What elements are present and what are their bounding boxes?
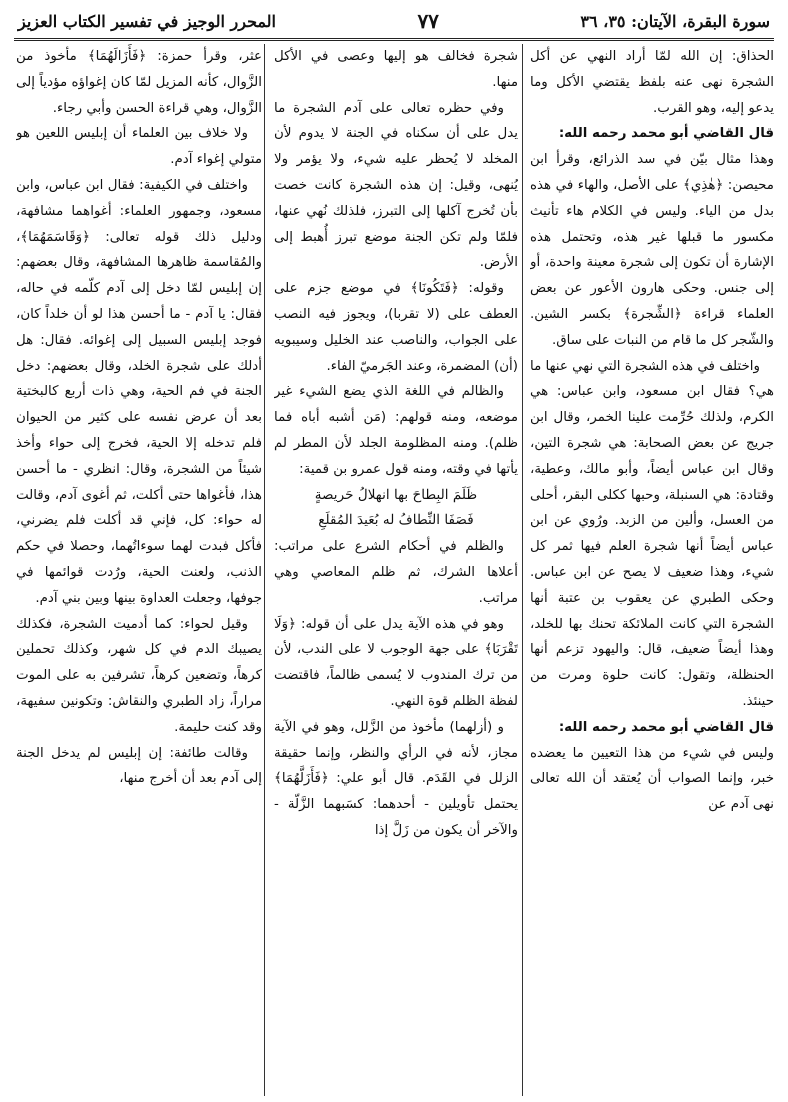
column-left xyxy=(16,44,262,1096)
paragraph: الحذاق: إن الله لمّا أراد النهي عن أكل الشجرة نهى عنه بلفظ يقتضي الأكل وما يدعو إليه، وهو القرب. xyxy=(530,49,774,116)
paragraph: وهو في هذه الآية يدل على أن قوله: ﴿وَلَا تَقْرَبَا﴾ على جهة الوجوب لا على الندب، لأن من ترك المندوب لا يُسمى ظالماً، فاقتضت لفظة الظلم قوة النهي. xyxy=(274,616,518,709)
paragraph: وقوله: ﴿فَتَكُونَا﴾ في موضع جزم على العطف على (لا تقربا)، ويجوز فيه النصب على الجواب، والناصب عند الخليل وسيبويه (أن) المضمرة، وعند الجَرميّ الفاء. xyxy=(274,281,518,374)
paragraph: ولا خلاف بين العلماء أن إبليس اللعين هو متولي إغواء آدم. xyxy=(16,126,262,168)
paragraph: و (أزلهما) مأخوذ من الزَّلل، وهو في الآية مجاز، لأنه في الرأي والنظر، وإنما حقيقة الزلل في القَدَم. قال أبو علي: ﴿فَأَزَلَّهُمَا﴾ يحتمل تأويلين - أحدهما: كسَبهما الزَّلّة - والآخر أن يكون من زَلَّ إذا xyxy=(274,719,518,838)
paragraph: وليس في شيء من هذا التعيين ما يعضده خبر، وإنما الصواب أن يُعتقد أن الله تعالى نهى آدم عن xyxy=(530,745,774,813)
qadi-heading: قال القاضي أبو محمد رحمه الله: xyxy=(558,126,774,142)
paragraph: والظلم في أحكام الشرع على مراتب: أعلاها الشرك، ثم ظلم المعاصي وهي مراتب. xyxy=(274,539,518,606)
paragraph: واختلف في هذه الشجرة التي نهي عنها ما هي؟ فقال ابن مسعود، وابن عباس: هي الكرم، ولذلك حُرِّمت علينا الخمر، وقال ابن جريج عن بعض الصحابة: هي شجرة التين، وقال ابن عباس أيضاً، وأبو مالك، وعطية، وقتادة: هي السنبلة، وحبها ككلى البقر، أحلى من العسل، وألين من الزبد. ورُوي عن ابن عباس أيضاً أنها شجرة العلم فيها ثمر كل شيء، وهذا ضعيف لا يصح عن ابن عباس. وحكى الطبري عن يعقوب بن عتبة أنها الشجرة التي كانت الملائكة تحنك بها للخلد، وهذا أيضاً ضعيف، قال: واليهود تزعم أنها الحنظلة، وتقول: كانت حلوة ومرت من حينئذ. xyxy=(530,358,774,709)
running-title-surah: سورة البقرة، الآيتان: ٣٥، ٣٦ xyxy=(580,11,770,31)
poem-verse-first-half: ظَلَمَ البِطاحَ بها انهلالُ حَريصةٍ xyxy=(314,486,478,503)
page-header xyxy=(18,6,770,36)
column-right xyxy=(530,44,774,1096)
running-title-book: المحرر الوجيز في تفسير الكتاب العزيز xyxy=(18,11,276,31)
paragraph: واختلف في الكيفية: فقال ابن عباس، وابن مسعود، وجمهور العلماء: أغواهما مشافهة، ودليل ذلك قوله تعالى: ﴿وَقَاسَمَهُمَا﴾، والمُقاسمة ظاهرها المشافهة، وقال بعضهم: إن إبليس لمّا دخل إلى آدم كلّمه في حاله، فقال: يا آدم - ما أحسن هذا لو أن خلداً كان، فوجد إبليس السبيل إلى إغوائه. فقال: هل أدلك على شجرة الخلد، وقال بعضهم: دخل الجنة في فم الحية، وهي ذات أربع كالبختية بعد أن عرض نفسه على كثير من الحيوان فلم تدخله إلا الحية، فخرج إلى حواء وأخذ شيئاً من الشجرة، وقال: انظري - ما أحسن هذا، فأغواها حتى أكلت، ثم أغوى آدم، وقالت له حواء: كل، فإني قد أكلت فلم يضرني، فأكل فبدت لهما سوءاتُهما، وحصلا في حكم الذنب، ولعنت الحية، ورُدت قوائمها في جوفها، وجعلت العداوة بينها وبين بني آدم. xyxy=(16,177,262,606)
paragraph: عثر، وقرأ حمزة: ﴿فَأَزَالَهُمَا﴾ مأخوذ من الزَّوال، كأنه المزيل لمّا كان إغواؤه مؤدياً إلى الزَّوال، وهي قراءة الحسن وأبي رجاء. xyxy=(16,49,262,116)
column-middle xyxy=(274,44,518,1096)
page-number: ٧٧ xyxy=(417,9,439,33)
paragraph: وهذا مثال بيّن في سد الذرائع، وقرأ ابن محيصن: ﴿هٰذِي﴾ على الأصل، والهاء في هذه بدل من الياء. وليس في الكلام هاء تأنيث مكسور ما قبلها غير هذه، وتحتمل هذه الإشارة أن تكون إلى شجرة معينة واحدة، أو إلى جنس. وحكى هارون الأعور عن بعض العلماء قراءة ﴿الشِّجرة﴾ بكسر الشين. والشّجر كل ما قام من النبات على ساق. xyxy=(530,152,774,348)
paragraph: وقيل لحواء: كما أدميت الشجرة، فكذلك يصيبك الدم في كل شهر، وكذلك تحملين كرهاً، وتضعين كرهاً، تشرفين به على الموت مراراً، زاد الطبري والنقاش: وتكونين سفيهة، وقد كنت حليمة. xyxy=(16,616,262,735)
paragraph: شجرة فخالف هو إليها وعصى في الأكل منها. xyxy=(274,49,518,90)
paragraph: وقالت طائفة: إن إبليس لم يدخل الجنة إلى آدم بعد أن أخرج منها، xyxy=(16,745,262,787)
paragraph: وفي حظره تعالى على آدم الشجرة ما يدل على أن سكناه في الجنة لا يدوم لأن المخلد لا يُحظر عليه شيء، ولا يؤمر ولا يُنهى، وقيل: إن هذه الشجرة كانت خصت بأن تُخرج آكلها إلى التبرز، فلذلك نُهي عنها، فلمّا ولم تكن الجنة موضع تبرز أُهبط إلى الأرض. xyxy=(274,100,518,271)
column-divider xyxy=(522,44,523,1096)
poem-verse-second-half: فَصَفَا النِّطافُ له بُعَيدَ المُقلَعِ xyxy=(318,512,474,529)
paragraph: والظالم في اللغة الذي يضع الشيء غير موضعه، ومنه قولهم: (مَن أشبه أباه فما ظلم). ومنه المظلومة الجلد لأن المطر لم يأتها في وقته، ومنه قول عمرو بن قمية: xyxy=(274,384,518,477)
qadi-heading: قال القاضي أبو محمد رحمه الله: xyxy=(558,719,774,735)
header-rule xyxy=(14,38,774,41)
column-divider xyxy=(264,44,265,1096)
